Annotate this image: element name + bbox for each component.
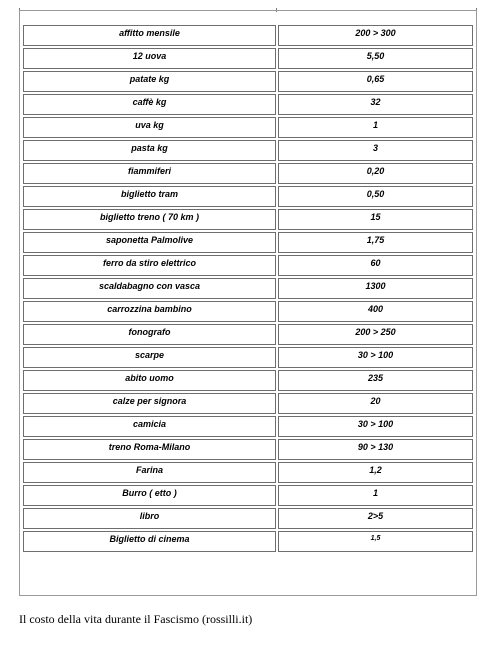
- table-row: [23, 140, 473, 161]
- price-cell: 400: [278, 301, 473, 322]
- table-row: [23, 301, 473, 322]
- table-row: [23, 347, 473, 368]
- item-cell: camicia: [23, 416, 276, 437]
- table-row: [23, 163, 473, 184]
- table-row: [23, 508, 473, 529]
- item-cell: Biglietto di cinema: [23, 531, 276, 552]
- item-cell: saponetta Palmolive: [23, 232, 276, 253]
- item-cell: fonografo: [23, 324, 276, 345]
- item-cell: carrozzina bambino: [23, 301, 276, 322]
- price-cell: 1300: [278, 278, 473, 299]
- item-cell: fiammiferi: [23, 163, 276, 184]
- table-row: [23, 462, 473, 483]
- item-cell: patate kg: [23, 71, 276, 92]
- table-row: [23, 232, 473, 253]
- table-row: [23, 255, 473, 276]
- item-cell: affitto mensile: [23, 25, 276, 46]
- price-cell: 200 > 300: [278, 25, 473, 46]
- item-cell: libro: [23, 508, 276, 529]
- price-table: [21, 23, 475, 554]
- price-cell: 90 > 130: [278, 439, 473, 460]
- item-cell: uva kg: [23, 117, 276, 138]
- table-row: [23, 439, 473, 460]
- price-cell: 32: [278, 94, 473, 115]
- table-row: [23, 531, 473, 552]
- table-row: [23, 416, 473, 437]
- item-cell: caffè kg: [23, 94, 276, 115]
- figure-caption: Il costo della vita durante il Fascismo (rossilli.it): [19, 612, 253, 626]
- item-cell: biglietto tram: [23, 186, 276, 207]
- table-row: [23, 71, 473, 92]
- price-cell: 1,5: [278, 531, 473, 552]
- table-row: [23, 48, 473, 69]
- price-cell: 30 > 100: [278, 347, 473, 368]
- price-cell: 30 > 100: [278, 416, 473, 437]
- item-cell: treno Roma-Milano: [23, 439, 276, 460]
- item-cell: scarpe: [23, 347, 276, 368]
- price-cell: 0,65: [278, 71, 473, 92]
- price-table-body: [23, 25, 473, 552]
- price-table-frame: [19, 10, 477, 596]
- item-cell: calze per signora: [23, 393, 276, 414]
- price-cell: 0,20: [278, 163, 473, 184]
- price-cell: 3: [278, 140, 473, 161]
- item-cell: Burro ( etto ): [23, 485, 276, 506]
- price-cell: 1,2: [278, 462, 473, 483]
- item-cell: biglietto treno ( 70 km ): [23, 209, 276, 230]
- item-cell: abito uomo: [23, 370, 276, 391]
- table-row: [23, 209, 473, 230]
- table-row: [23, 324, 473, 345]
- price-cell: 0,50: [278, 186, 473, 207]
- price-cell: 1: [278, 485, 473, 506]
- price-cell: 2>5: [278, 508, 473, 529]
- item-cell: scaldabagno con vasca: [23, 278, 276, 299]
- table-row: [23, 370, 473, 391]
- price-cell: 235: [278, 370, 473, 391]
- price-cell: 1: [278, 117, 473, 138]
- item-cell: 12 uova: [23, 48, 276, 69]
- price-cell: 15: [278, 209, 473, 230]
- table-row: [23, 94, 473, 115]
- table-row: [23, 278, 473, 299]
- price-cell: 60: [278, 255, 473, 276]
- price-cell: 20: [278, 393, 473, 414]
- item-cell: Farina: [23, 462, 276, 483]
- item-cell: ferro da stiro elettrico: [23, 255, 276, 276]
- item-cell: pasta kg: [23, 140, 276, 161]
- table-row: [23, 117, 473, 138]
- price-cell: 200 > 250: [278, 324, 473, 345]
- price-cell: 1,75: [278, 232, 473, 253]
- table-row: [23, 393, 473, 414]
- table-row: [23, 25, 473, 46]
- table-row: [23, 485, 473, 506]
- price-cell: 5,50: [278, 48, 473, 69]
- table-row: [23, 186, 473, 207]
